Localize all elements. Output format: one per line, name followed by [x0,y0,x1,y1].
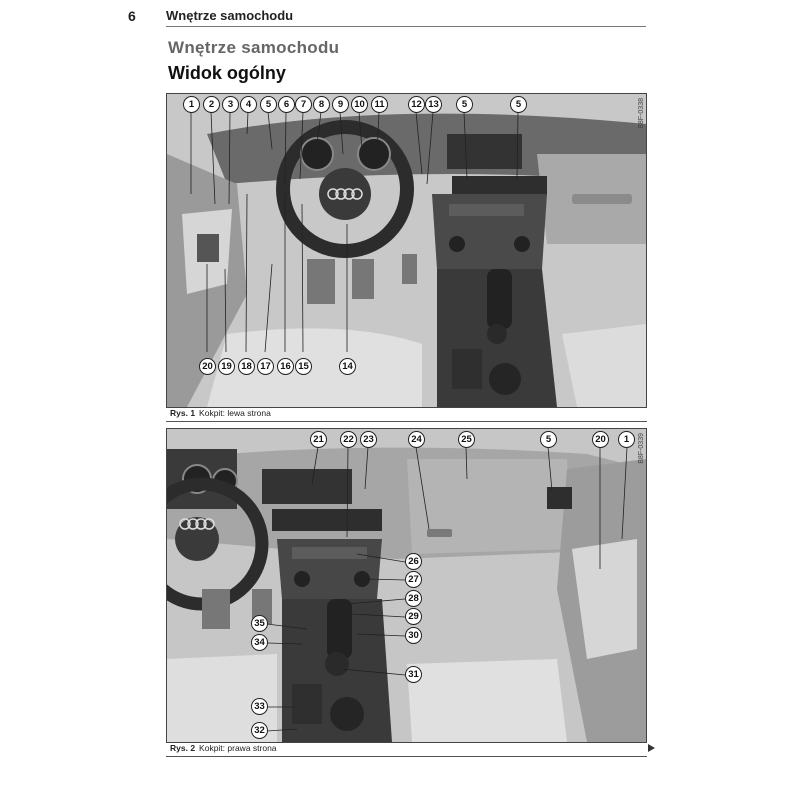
caption-rule [166,421,647,422]
callout: 21 [310,431,327,448]
callout: 22 [340,431,357,448]
caption-text: Kokpit: prawa strona [199,743,277,753]
callout: 20 [592,431,609,448]
callout: 9 [332,96,349,113]
callout: 4 [240,96,257,113]
figure-code: B8F-0338 [638,98,645,129]
running-title: Wnętrze samochodu [166,8,294,23]
subsection-title: Widok ogólny [168,63,286,83]
continue-triangle-icon [648,744,655,752]
callout: 2 [203,96,220,113]
callout: 10 [351,96,368,113]
callout: 7 [295,96,312,113]
callout: 26 [405,553,422,570]
callout: 30 [405,627,422,644]
section-title: Wnętrze samochodu [168,38,340,57]
callout: 8 [313,96,330,113]
cockpit-left-illustration [167,94,646,407]
callout: 24 [408,431,425,448]
callout: 5 [510,96,527,113]
callout: 13 [425,96,442,113]
callout: 25 [458,431,475,448]
callout: 3 [222,96,239,113]
figure-cockpit-left [166,93,647,408]
callout: 15 [295,358,312,375]
callout: 17 [257,358,274,375]
callout: 14 [339,358,356,375]
header-rule [166,26,646,27]
caption-label: Rys. 1 [170,408,196,418]
callout: 27 [405,571,422,588]
figure1-caption [170,408,271,418]
callout: 19 [218,358,235,375]
callout: 31 [405,666,422,683]
callout: 23 [360,431,377,448]
figure-cockpit-right [166,428,647,743]
callout: 1 [618,431,635,448]
callout: 5 [456,96,473,113]
caption-text: Kokpit: lewa strona [199,408,271,418]
callout: 35 [251,615,268,632]
callout: 5 [260,96,277,113]
callout: 28 [405,590,422,607]
page-number: 6 [128,8,136,24]
callout: 5 [540,431,557,448]
callout: 16 [277,358,294,375]
figure-code: B8F-0339 [638,433,645,464]
callout: 11 [371,96,388,113]
callout: 29 [405,608,422,625]
callout: 32 [251,722,268,739]
callout: 6 [278,96,295,113]
caption-label: Rys. 2 [170,743,196,753]
callout: 33 [251,698,268,715]
callout: 20 [199,358,216,375]
callout: 12 [408,96,425,113]
callout: 34 [251,634,268,651]
callout: 1 [183,96,200,113]
callout: 18 [238,358,255,375]
figure2-caption [170,743,277,753]
caption-rule [166,756,647,757]
